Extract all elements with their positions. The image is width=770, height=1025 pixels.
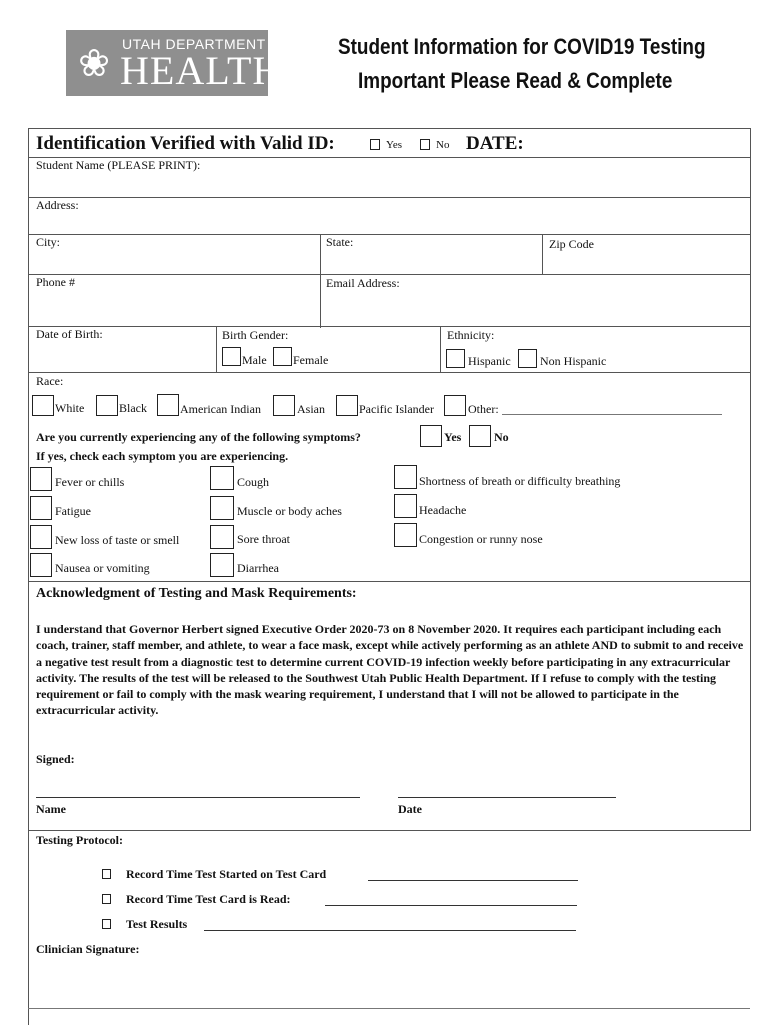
congestion-checkbox[interactable] [394, 523, 417, 547]
protocol-checkbox[interactable] [102, 919, 111, 929]
testing-protocol-heading: Testing Protocol: [36, 833, 123, 847]
protocol-item: Record Time Test Started on Test Card [126, 867, 327, 881]
protocol-item: Test Results [126, 917, 188, 931]
pacific-islander-checkbox[interactable] [336, 395, 358, 416]
other-race-line[interactable] [502, 414, 722, 415]
symptom-label: Shortness of breath or difficulty breathing [419, 474, 621, 488]
id-yes-label: Yes [386, 139, 403, 151]
acknowledgment-heading: Acknowledgment of Testing and Mask Requirements: [36, 586, 357, 601]
name-label: Name [36, 802, 66, 816]
id-no-checkbox[interactable] [420, 139, 430, 150]
nausea-checkbox[interactable] [30, 553, 52, 577]
black-label: Black [119, 401, 147, 415]
symptoms-question: Are you currently experiencing any of the following symptoms? [36, 430, 361, 444]
symptom-label: Cough [237, 475, 270, 489]
signed-label: Signed: [36, 752, 75, 766]
shortness-of-breath-checkbox[interactable] [394, 465, 417, 489]
ack-date-label: Date [398, 802, 422, 816]
date-signature-line[interactable] [398, 797, 616, 798]
address-label: Address: [36, 198, 79, 212]
utah-health-logo [66, 30, 291, 96]
zip-label: Zip Code [549, 237, 594, 251]
symptom-label: Congestion or runny nose [419, 532, 543, 546]
fatigue-checkbox[interactable] [30, 496, 52, 520]
protocol-checkbox[interactable] [102, 894, 111, 904]
symptom-label: Nausea or vomiting [55, 561, 150, 575]
male-checkbox[interactable] [222, 347, 241, 366]
sore-throat-checkbox[interactable] [210, 525, 234, 549]
symptom-label: New loss of taste or smell [55, 533, 180, 547]
white-checkbox[interactable] [32, 395, 54, 416]
test-results-line[interactable] [204, 930, 576, 931]
email-label: Email Address: [326, 276, 400, 290]
birth-gender-label: Birth Gender: [222, 328, 289, 342]
city-label: City: [36, 235, 61, 249]
symptom-label: Diarrhea [237, 561, 279, 575]
asian-checkbox[interactable] [273, 395, 295, 416]
date-label: DATE: [466, 133, 524, 154]
state-label: State: [326, 235, 354, 249]
muscle-aches-checkbox[interactable] [210, 496, 234, 520]
id-yes-checkbox[interactable] [370, 139, 380, 150]
american-indian-label: American Indian [180, 402, 261, 416]
pacific-islander-label: Pacific Islander [359, 402, 434, 416]
symptom-label: Sore throat [237, 532, 290, 546]
logo-line1: UTAH DEPARTMENT OF [122, 36, 291, 52]
phone-label: Phone # [36, 275, 75, 289]
american-indian-checkbox[interactable] [157, 394, 179, 416]
clinician-signature-label: Clinician Signature: [36, 942, 140, 956]
symptoms-yes-label: Yes [444, 430, 462, 444]
address-field[interactable] [30, 212, 748, 234]
headache-checkbox[interactable] [394, 494, 417, 518]
other-race-checkbox[interactable] [444, 395, 466, 416]
form-subtitle: Important Please Read & Complete [358, 68, 673, 93]
student-name-label: Student Name (PLEASE PRINT): [36, 158, 201, 172]
black-checkbox[interactable] [96, 395, 118, 416]
name-signature-line[interactable] [36, 797, 360, 798]
diarrhea-checkbox[interactable] [210, 553, 234, 577]
symptom-label: Fever or chills [55, 475, 125, 489]
race-label: Race: [36, 374, 64, 388]
symptoms-no-checkbox[interactable] [469, 425, 491, 447]
time-read-line[interactable] [325, 905, 577, 906]
dob-label: Date of Birth: [36, 327, 103, 341]
fever-checkbox[interactable] [30, 467, 52, 491]
student-name-field[interactable] [30, 172, 748, 196]
hispanic-label: Hispanic [468, 354, 511, 368]
health-logo-icon: ❀ [78, 41, 110, 85]
id-verified-label: Identification Verified with Valid ID: [36, 133, 335, 154]
time-started-line[interactable] [368, 880, 578, 881]
loss-of-taste-checkbox[interactable] [30, 525, 52, 549]
symptoms-yes-checkbox[interactable] [420, 425, 442, 447]
male-label: Male [242, 353, 267, 367]
protocol-checkbox[interactable] [102, 869, 111, 879]
white-label: White [55, 401, 85, 415]
ethnicity-label: Ethnicity: [447, 328, 495, 342]
acknowledgment-body: I understand that Governor Herbert signed Executive Order 2020-73 on 8 November 2020. It requires each participant including each coach, trainer, staff member, and athlete, to wear a face mask, except while actively performing as an athlete AND to submit to and receive a negative test result from a diagnostic test to determine current COVID-19 infection weekly before participating in any extracurricular activity. The results of the test will be released to the Southwest Utah Public Health Department. If I refuse to comply with the testing requirement or fail to comply with the mask wearing requirement, I understand that I will not be allowed to participate in the extracurricular activity. [36, 622, 744, 718]
female-label: Female [293, 353, 329, 367]
logo-line2: HEALTH [120, 48, 283, 93]
symptom-label: Fatigue [55, 504, 91, 518]
protocol-item: Record Time Test Card is Read: [126, 892, 291, 906]
asian-label: Asian [297, 402, 325, 416]
form-title: Student Information for COVID19 Testing [338, 34, 706, 59]
female-checkbox[interactable] [273, 347, 292, 366]
other-race-label: Other: [468, 402, 499, 416]
hispanic-checkbox[interactable] [446, 349, 465, 368]
non-hispanic-label: Non Hispanic [540, 354, 607, 368]
cough-checkbox[interactable] [210, 466, 234, 490]
non-hispanic-checkbox[interactable] [518, 349, 537, 368]
symptom-label: Headache [419, 503, 467, 517]
symptoms-instruction: If yes, check each symptom you are experiencing. [36, 449, 289, 463]
symptoms-no-label: No [494, 430, 509, 444]
id-no-label: No [436, 139, 450, 151]
symptom-label: Muscle or body aches [237, 504, 342, 518]
